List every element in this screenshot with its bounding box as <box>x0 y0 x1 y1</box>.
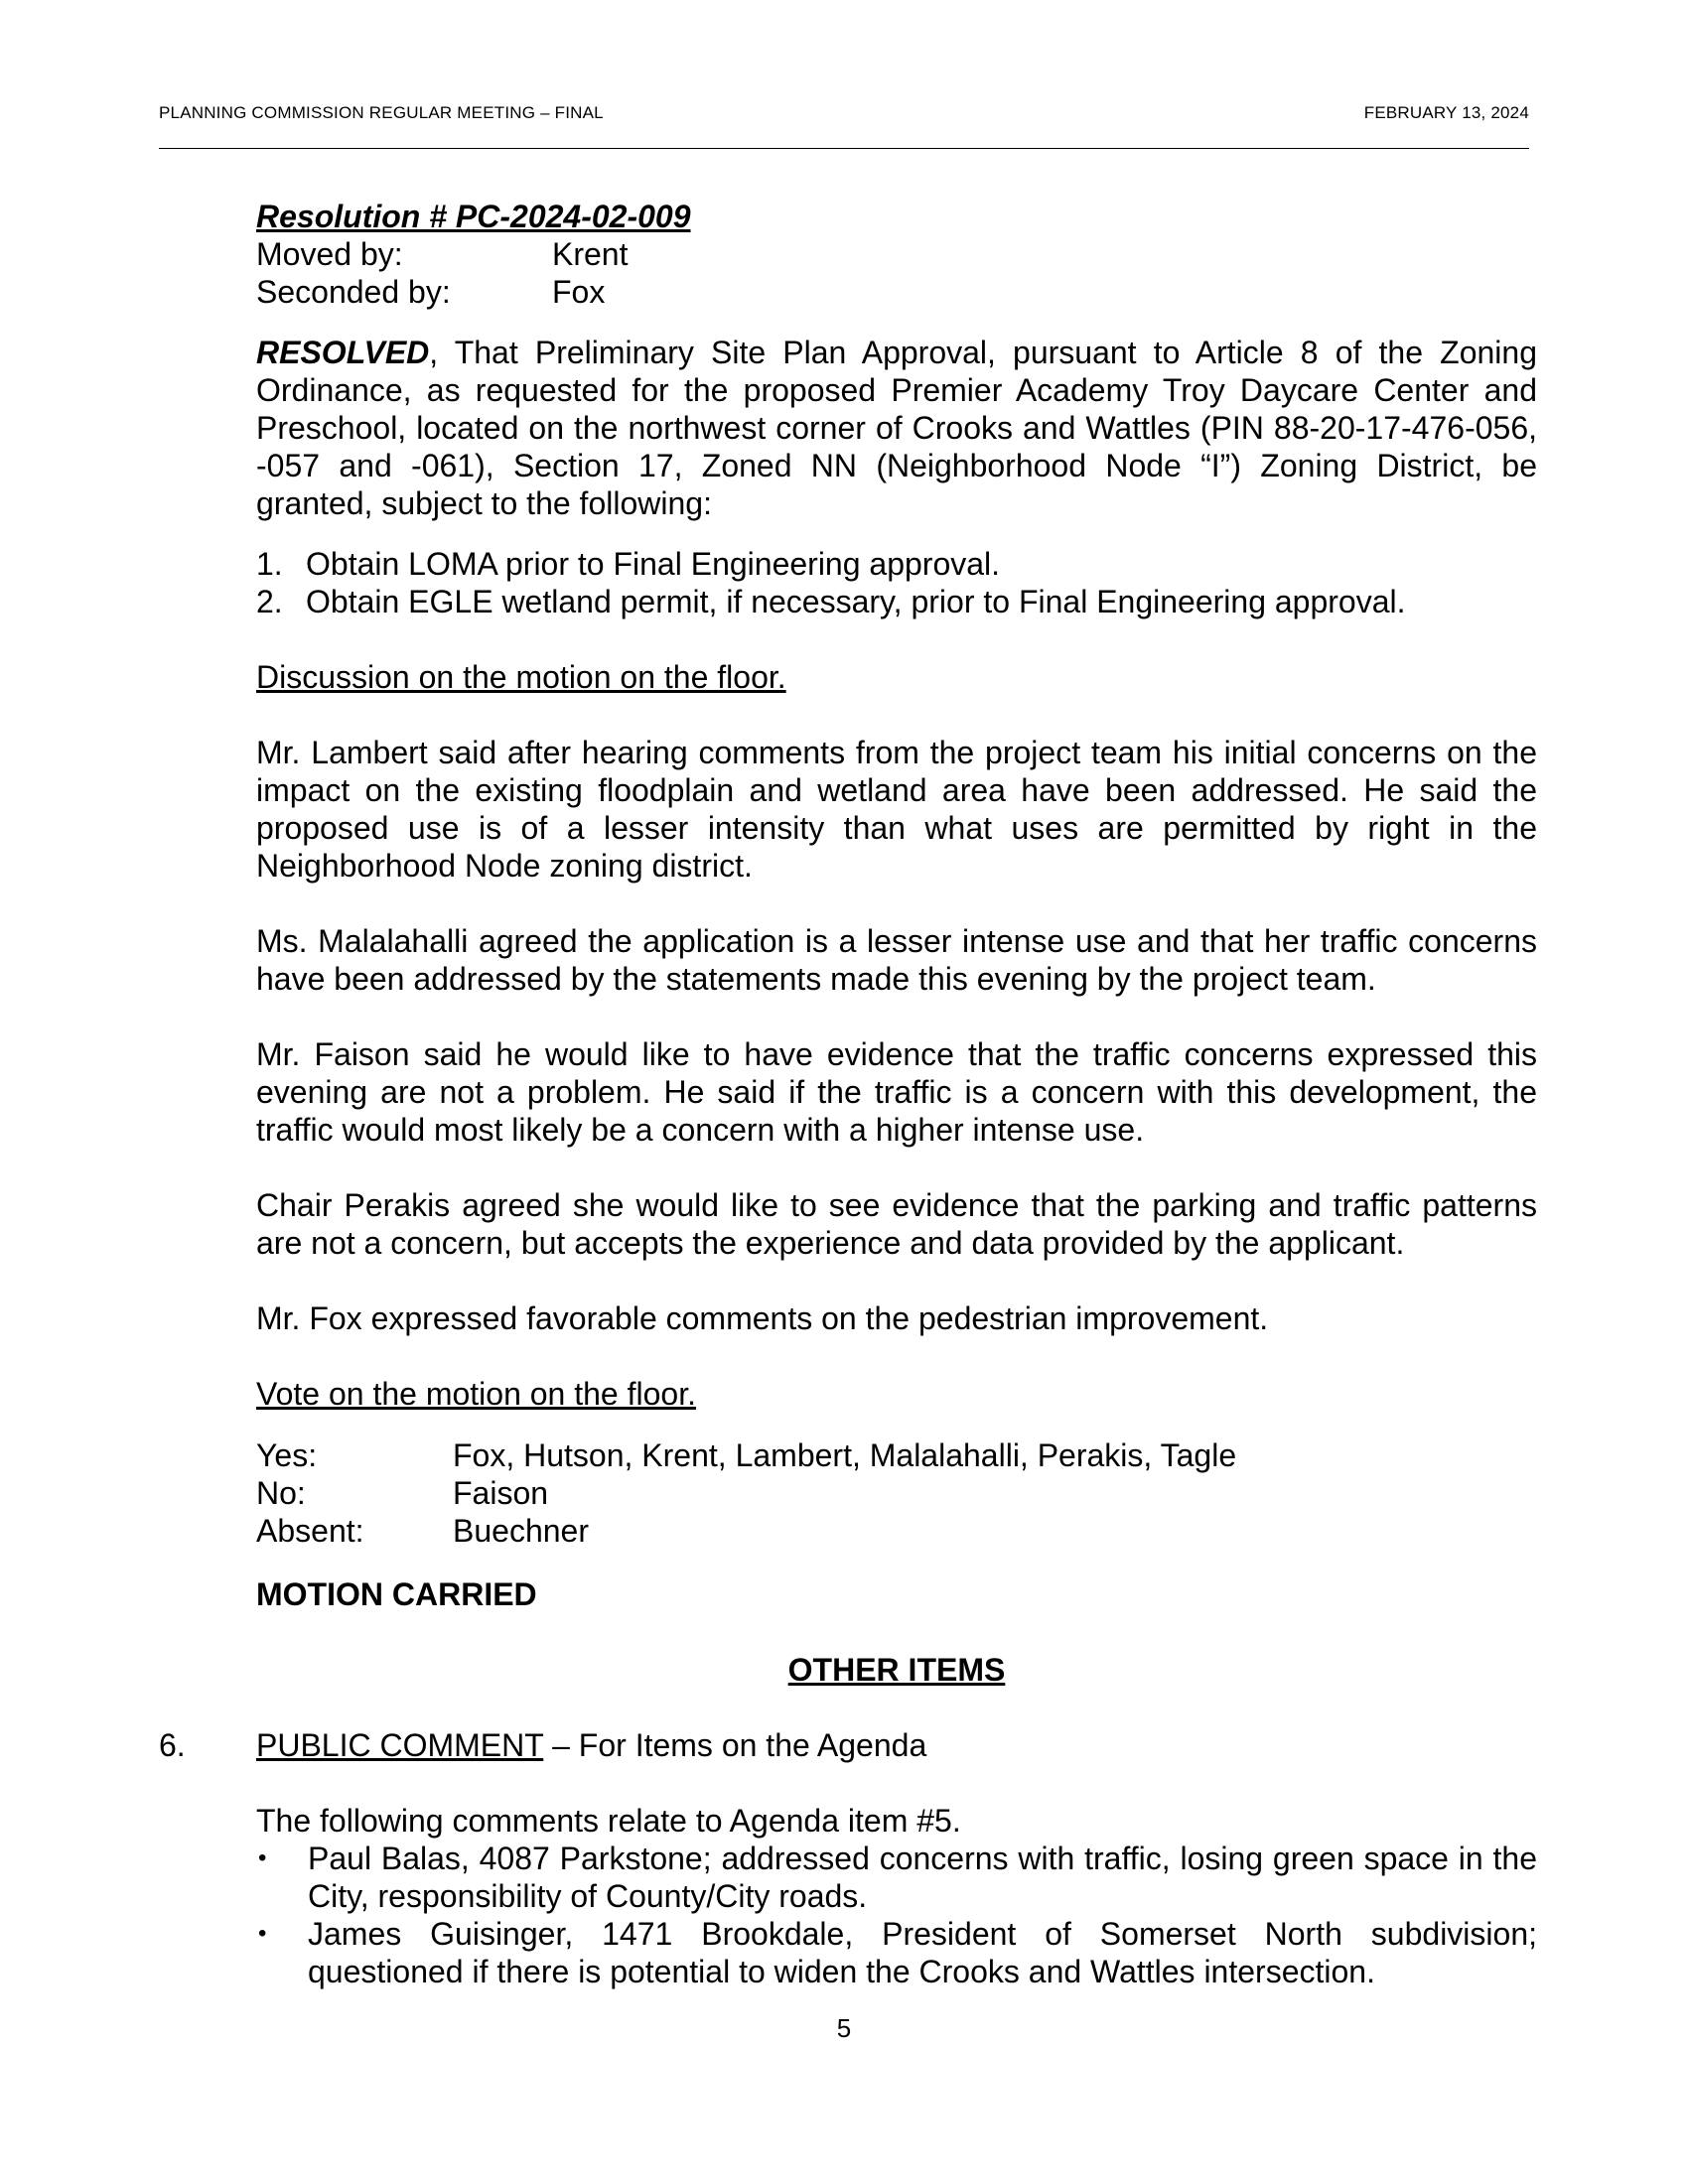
discussion-paragraph: Mr. Faison said he would like to have evidence that the traffic concerns expressed this evening are not a problem. He said if the traffic is a concern with this development, the traffic would most likely be a concern with a higher intense use. <box>256 1036 1537 1148</box>
discussion-paragraph: Mr. Fox expressed favorable comments on the pedestrian improvement. <box>256 1300 1269 1336</box>
motion-result: MOTION CARRIED <box>256 1576 537 1612</box>
resolution-title: Resolution # PC-2024-02-009 <box>256 199 691 234</box>
section-heading-other-items: OTHER ITEMS <box>787 1652 1006 1688</box>
seconded-by-label: Seconded by: <box>256 274 451 310</box>
list-item <box>256 545 1537 583</box>
vote-no-row <box>256 1474 1537 1512</box>
condition-number: 2. <box>256 584 283 619</box>
list-item <box>256 1915 1537 1990</box>
condition-text: Obtain EGLE wetland permit, if necessary, prior to Final Engineering approval. <box>306 584 1406 619</box>
header-divider <box>159 148 1529 149</box>
discussion-paragraph: Mr. Lambert said after hearing comments from the project team his initial concerns on the impact on the existing floodplain and wetland area have been addressed. He said the proposed use is of a lesser intensity than what uses are permitted by right in the Neighborhood Node zoning district. <box>256 735 1537 884</box>
bullet-icon: • <box>258 1844 267 1871</box>
agenda-item-6 <box>159 1726 1537 1764</box>
condition-number: 1. <box>256 546 283 582</box>
resolved-word: RESOLVED <box>256 335 430 370</box>
moved-by-value: Krent <box>552 236 629 272</box>
discussion-paragraph: Ms. Malalahalli agreed the application is a lesser intense use and that her traffic concerns have been addressed by the statements made this evening by the project team. <box>256 923 1537 997</box>
public-comment-list <box>256 1840 1537 1990</box>
public-comment-title: PUBLIC COMMENT <box>256 1727 544 1763</box>
public-comment-text: Paul Balas, 4087 Parkstone; addressed concerns with traffic, losing green space in the City, responsibility of County/City roads. <box>308 1841 1537 1914</box>
condition-text: Obtain LOMA prior to Final Engineering approval. <box>306 546 1001 582</box>
moved-by-label: Moved by: <box>256 236 403 272</box>
seconded-by-value: Fox <box>552 274 606 310</box>
vote-table <box>256 1436 1537 1550</box>
agenda-item-number: 6. <box>159 1727 186 1763</box>
header-date: FEBRUARY 13, 2024 <box>1363 103 1529 122</box>
vote-yes-row <box>256 1436 1537 1474</box>
vote-absent-label: Absent: <box>256 1513 364 1549</box>
public-comment-intro: The following comments relate to Agenda item #5. <box>256 1803 961 1839</box>
vote-no-value: Faison <box>453 1475 549 1511</box>
list-item <box>256 583 1537 620</box>
vote-yes-label: Yes: <box>256 1437 318 1473</box>
header-meeting-title: PLANNING COMMISSION REGULAR MEETING – FINAL <box>159 103 604 122</box>
conditions-list <box>256 545 1537 620</box>
vote-yes-value: Fox, Hutson, Krent, Lambert, Malalahalli, Perakis, Tagle <box>453 1437 1237 1473</box>
page-number: 5 <box>836 2013 852 2043</box>
resolved-paragraph <box>256 334 1537 522</box>
agenda-item-title <box>256 1726 1537 1764</box>
vote-no-label: No: <box>256 1475 306 1511</box>
discussion-heading: Discussion on the motion on the floor. <box>256 659 786 695</box>
bullet-icon: • <box>258 1920 267 1947</box>
public-comment-text: James Guisinger, 1471 Brookdale, President of Somerset North subdivision; questioned if there is potential to widen the Crooks and Wattles intersection. <box>308 1916 1537 1989</box>
resolved-text: , That Preliminary Site Plan Approval, pursuant to Article 8 of the Zoning Ordinance, as requested for the proposed Premier Academy Troy Daycare Center and Preschool, located on the northwest corner of Crooks and Wattles (PIN 88-20-17-476-056, -057 and -061), Section 17, Zoned NN (Neighborhood Node “I”) Zoning District, be granted, subject to the following: <box>256 335 1537 521</box>
vote-heading: Vote on the motion on the floor. <box>256 1376 696 1412</box>
list-item <box>256 1840 1537 1915</box>
vote-absent-row <box>256 1512 1537 1550</box>
public-comment-subtitle: – For Items on the Agenda <box>543 1727 927 1763</box>
discussion-paragraph: Chair Perakis agreed she would like to see evidence that the parking and traffic patterns are not a concern, but accepts the experience and data provided by the applicant. <box>256 1187 1537 1261</box>
vote-absent-value: Buechner <box>453 1513 589 1549</box>
seconded-by-row <box>256 273 1537 311</box>
moved-by-row <box>256 235 1537 273</box>
document-body <box>159 198 1537 1990</box>
